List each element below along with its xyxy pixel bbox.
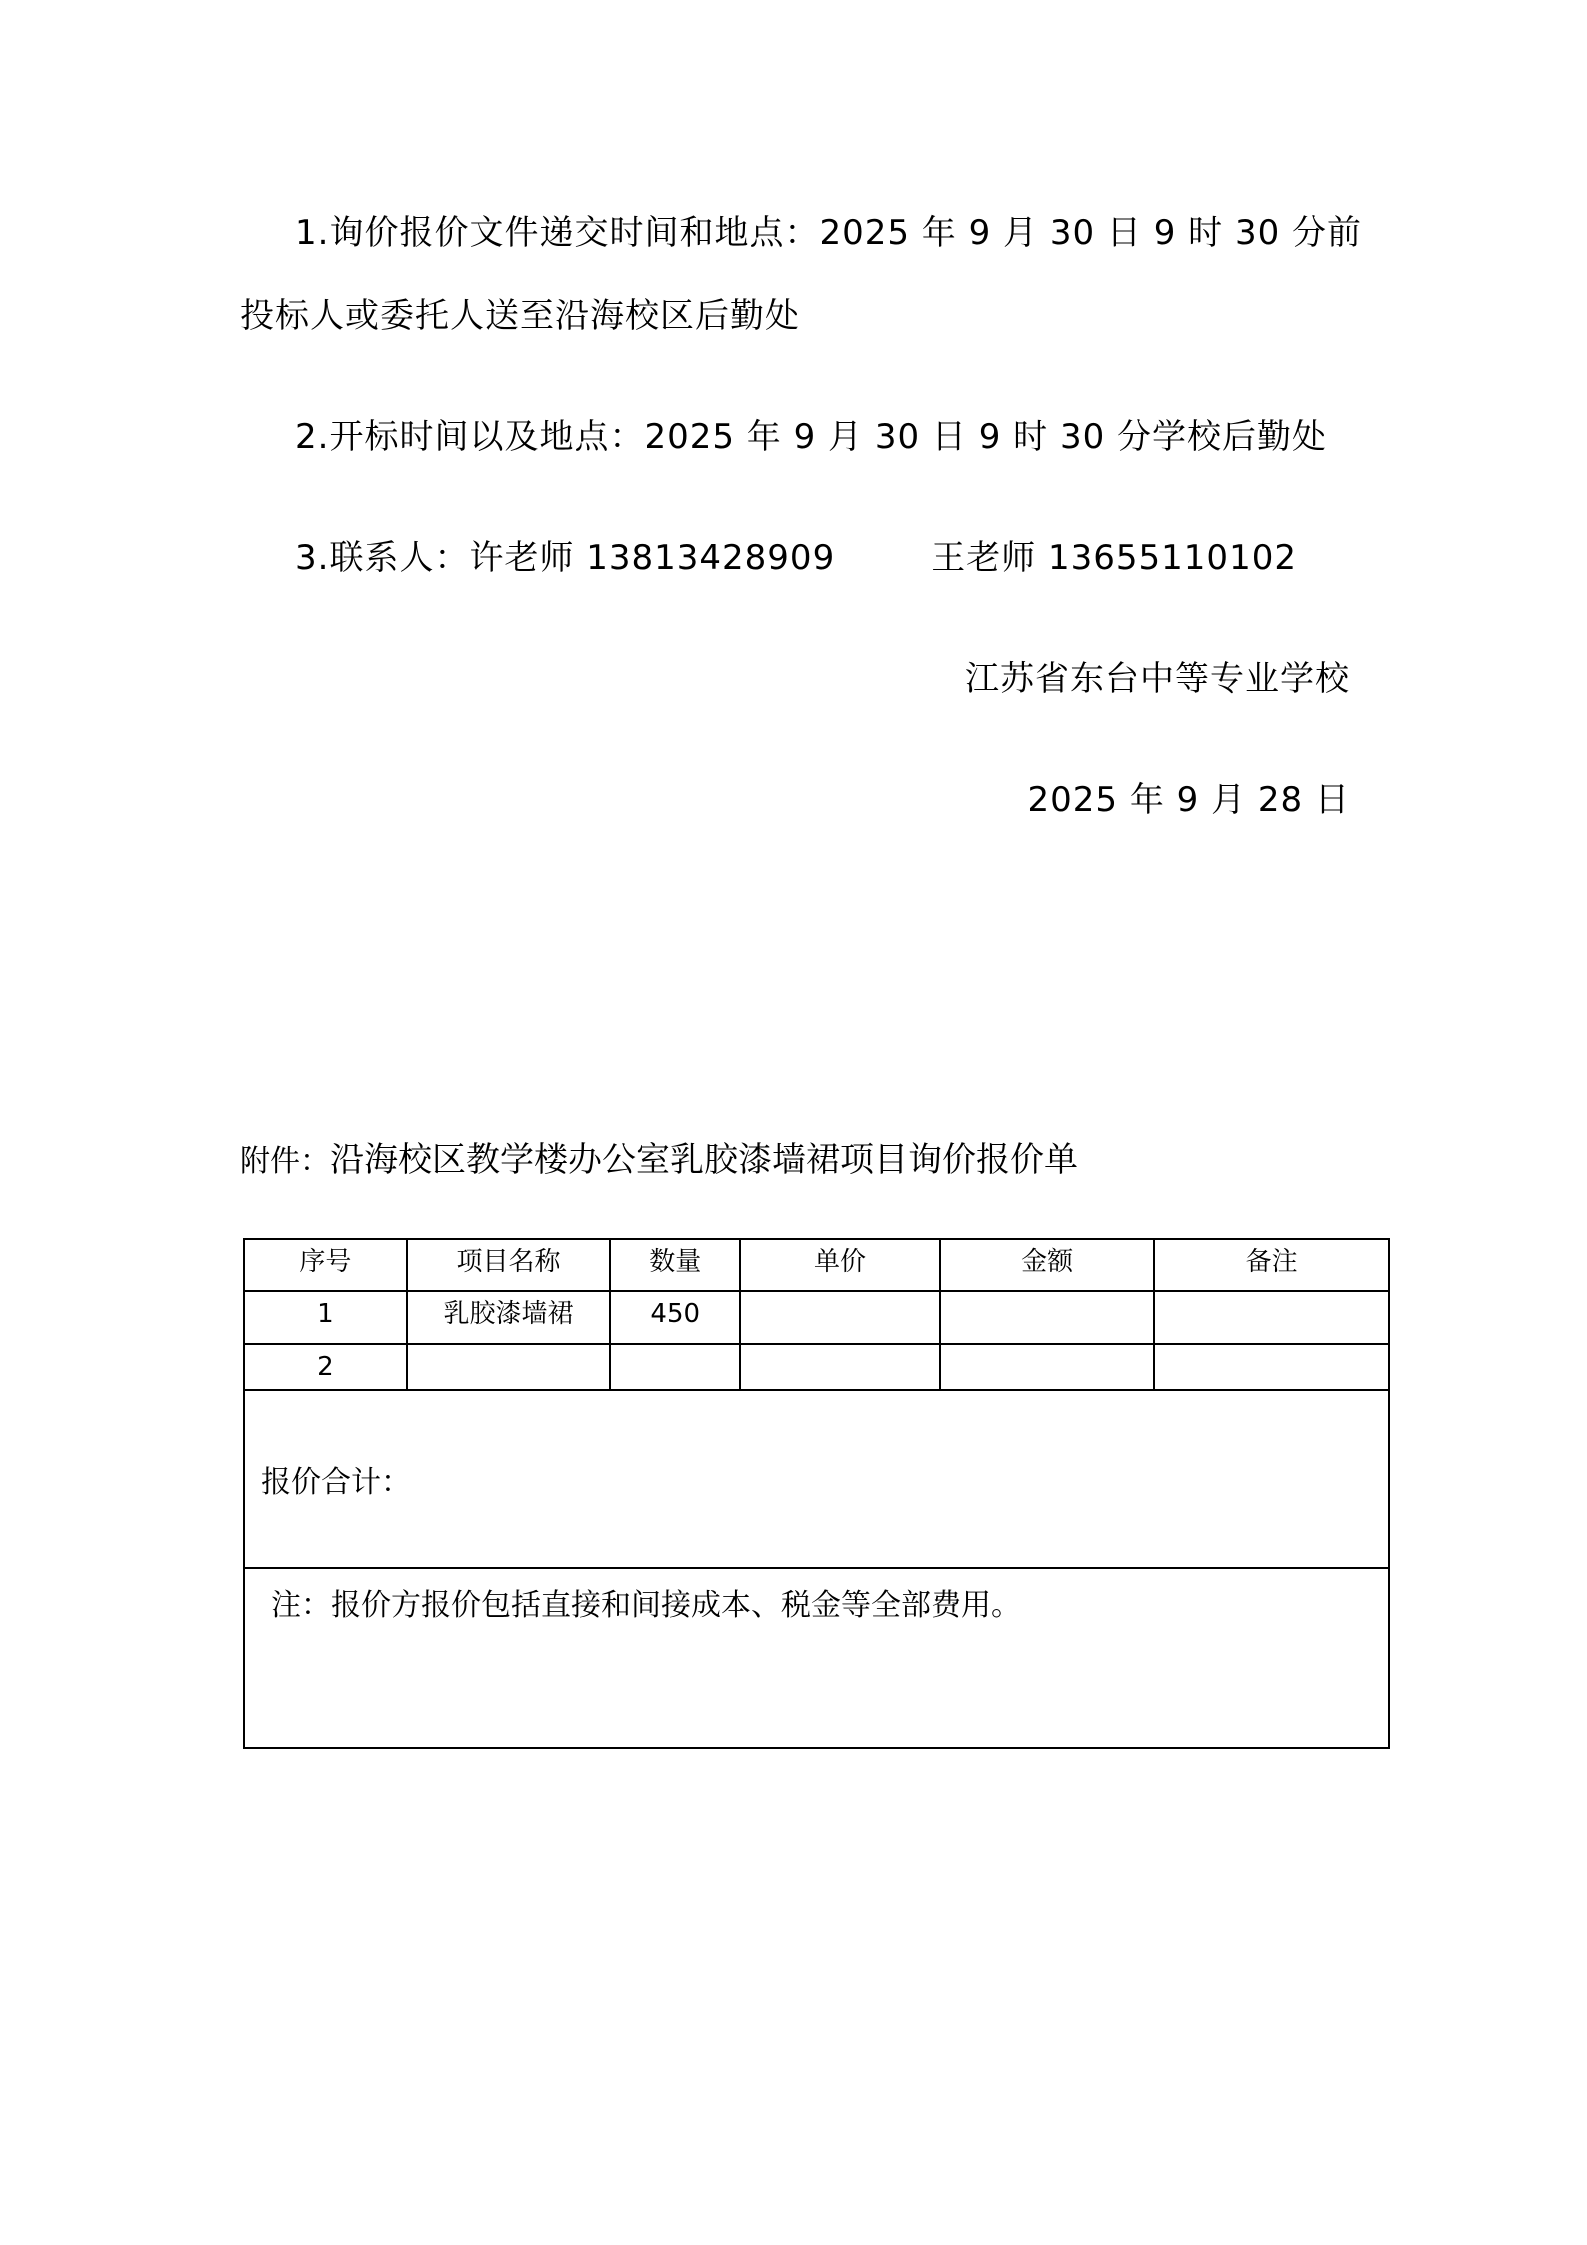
total-row [244,1390,1389,1568]
header-quantity: 数量 [610,1239,740,1291]
header-name: 项目名称 [407,1239,611,1291]
table-header-row [244,1239,1389,1291]
cell-quantity [610,1344,740,1390]
notice-item-1-line-1: 1.询价报价文件递交时间和地点：2025 年 9 月 30 日 9 时 30 分前 [295,213,1363,253]
table-row [244,1344,1389,1390]
table-row [244,1291,1389,1344]
cell-unit-price [740,1344,940,1390]
cell-remark [1154,1344,1389,1390]
cell-quantity: 450 [610,1291,740,1344]
total-label: 报价合计： [244,1390,1389,1568]
contact-2: 王老师 13655110102 [931,538,1297,578]
notice-item-2: 2.开标时间以及地点：2025 年 9 月 30 日 9 时 30 分学校后勤处 [295,417,1328,457]
signature-school: 江苏省东台中等专业学校 [965,659,1350,699]
cell-name [407,1344,611,1390]
contact-1: 3.联系人：许老师 13813428909 [295,538,836,578]
header-remark: 备注 [1154,1239,1389,1291]
cell-amount [940,1344,1155,1390]
attachment-label: 附件： [240,1144,330,1179]
note-row [244,1568,1389,1748]
cell-unit-price [740,1291,940,1344]
attachment-title: 沿海校区教学楼办公室乳胶漆墙裙项目询价报价单 [330,1140,1078,1180]
cell-amount [940,1291,1155,1344]
header-unit-price: 单价 [740,1239,940,1291]
attachment-heading [240,1137,1078,1185]
quote-table [243,1238,1390,1749]
cell-remark [1154,1291,1389,1344]
cell-name: 乳胶漆墙裙 [407,1291,611,1344]
notice-item-3 [295,535,1297,581]
cell-index: 2 [244,1344,407,1390]
cell-index: 1 [244,1291,407,1344]
notice-item-1-line-2: 投标人或委托人送至沿海校区后勤处 [240,296,800,336]
header-amount: 金额 [940,1239,1155,1291]
note-text: 注：报价方报价包括直接和间接成本、税金等全部费用。 [244,1568,1389,1748]
header-index: 序号 [244,1239,407,1291]
signature-date: 2025 年 9 月 28 日 [1027,780,1350,820]
